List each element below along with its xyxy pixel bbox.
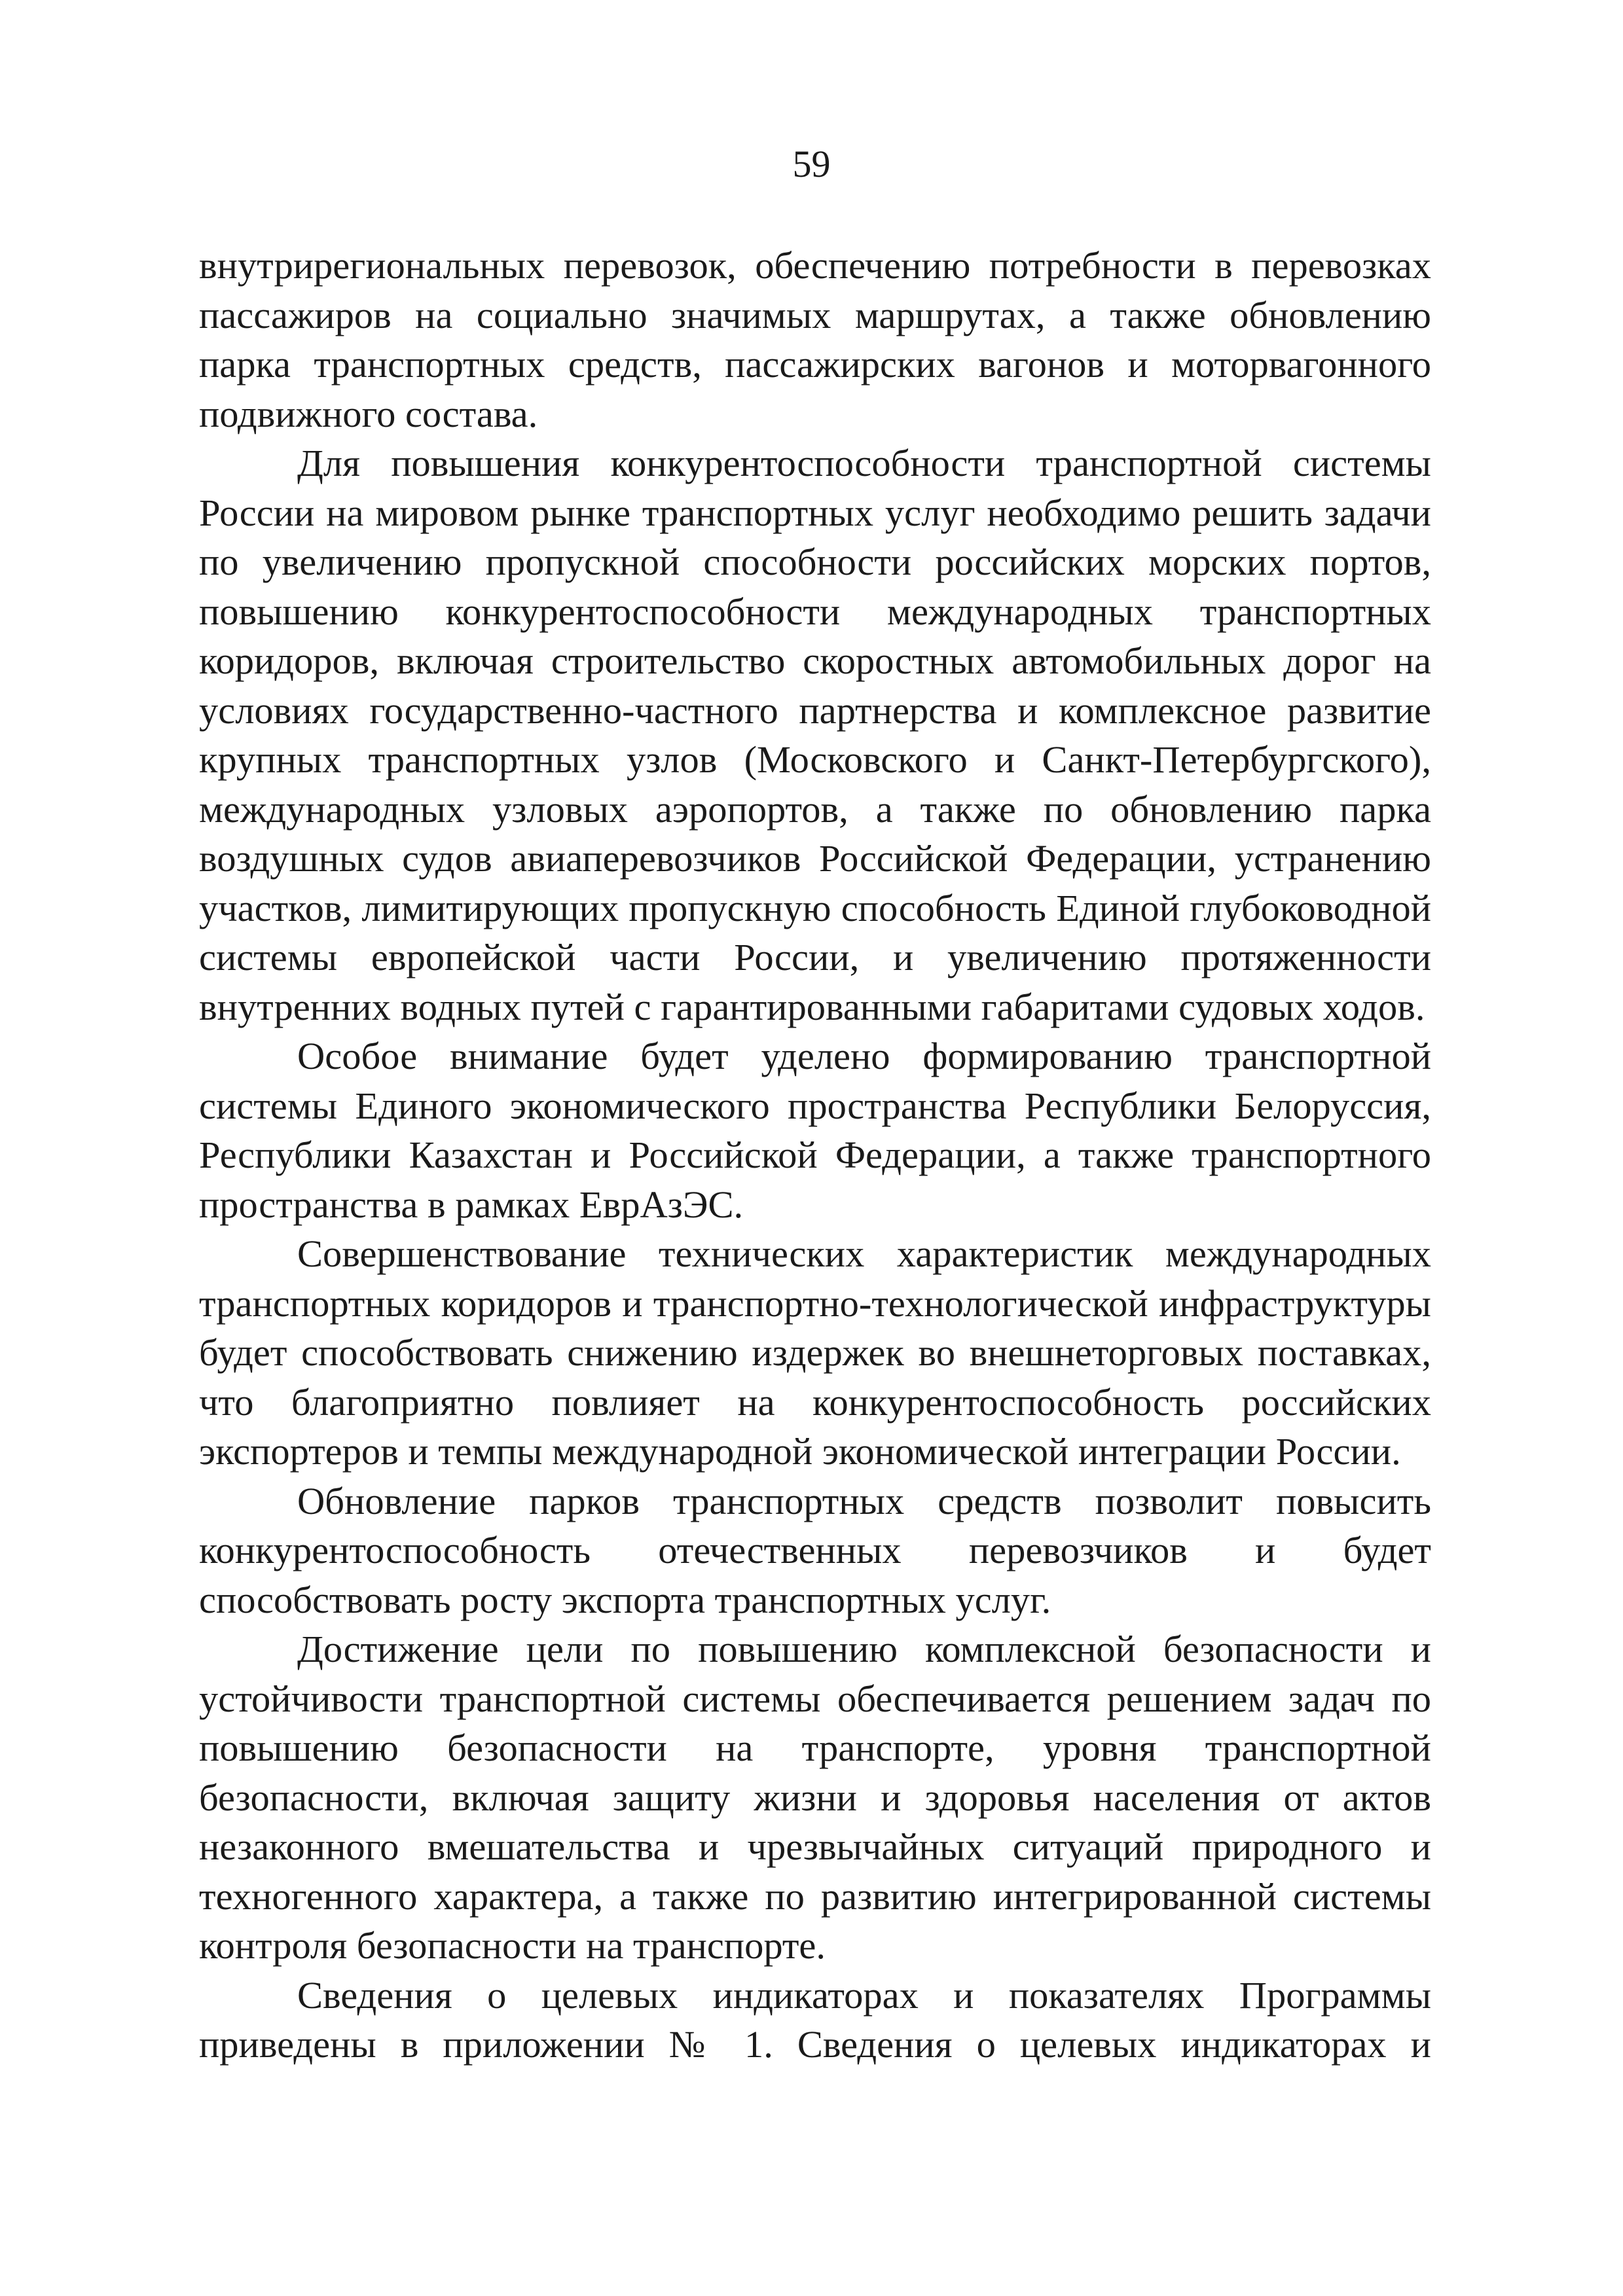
paragraph-safety: Достижение цели по повышению комплексной безопасности и устойчивости транспортной системы обеспечивается решением задач по повышению безопасности на транспорте, уровня транспортной безопасности, включая защиту жизни и здоровья населения от актов незаконного вмешательства и чрезвычайных ситуаций природного и техногенного характера, а также по развитию интегрированной системы контроля безопасности на транспорте. xyxy=(199,1628,1431,1967)
paragraph-continuation: внутрирегиональных перевозок, обеспечению потребности в перевозках пассажиров на социально значимых маршрутах, а также обновлению парка транспортных средств, пассажирских вагонов и моторвагонного подвижного состава. xyxy=(199,244,1431,435)
page-number: 59 xyxy=(792,143,831,185)
document-body xyxy=(199,241,1431,2070)
paragraph-corridors: Совершенствование технических характеристик международных транспортных коридоров и транспортно-технологической инфраструктуры будет способствовать снижению издержек во внешнеторговых поставках, что благоприятно повлияет на конкурентоспособность российских экспортеров и темпы международной экономической интеграции России. xyxy=(199,1232,1431,1473)
paragraph-fleet-renewal: Обновление парков транспортных средств позволит повысить конкурентоспособность отечественных перевозчиков и будет способствовать росту экспорта транспортных услуг. xyxy=(199,1479,1431,1621)
paragraph-indicators: Сведения о целевых индикаторах и показателях Программы приведены в приложении № 1. Сведения о целевых индикаторах и xyxy=(199,1973,1431,2066)
paragraph-eurasian-space: Особое внимание будет уделено формированию транспортной системы Единого экономического пространства Республики Белоруссия, Республики Казахстан и Российской Федерации, а также транспортного пространства в рамках ЕврАзЭС. xyxy=(199,1035,1431,1226)
paragraph-competitiveness: Для повышения конкурентоспособности транспортной системы России на мировом рынке транспортных услуг необходимо решить задачи по увеличению пропускной способности российских морских портов, повышению конкурентоспособности международных транспортных коридоров, включая строительство скоростных автомобильных дорог на условиях государственно-частного партнерства и комплексное развитие крупных транспортных узлов (Московского и Санкт-Петербургского), международных узловых аэропортов, а также по обновлению парка воздушных судов авиаперевозчиков Российской Федерации, устранению участков, лимитирующих пропускную способность Единой глубоководной системы европейской части России, и увеличению протяженности внутренних водных путей с гарантированными габаритами судовых ходов. xyxy=(199,442,1431,1028)
